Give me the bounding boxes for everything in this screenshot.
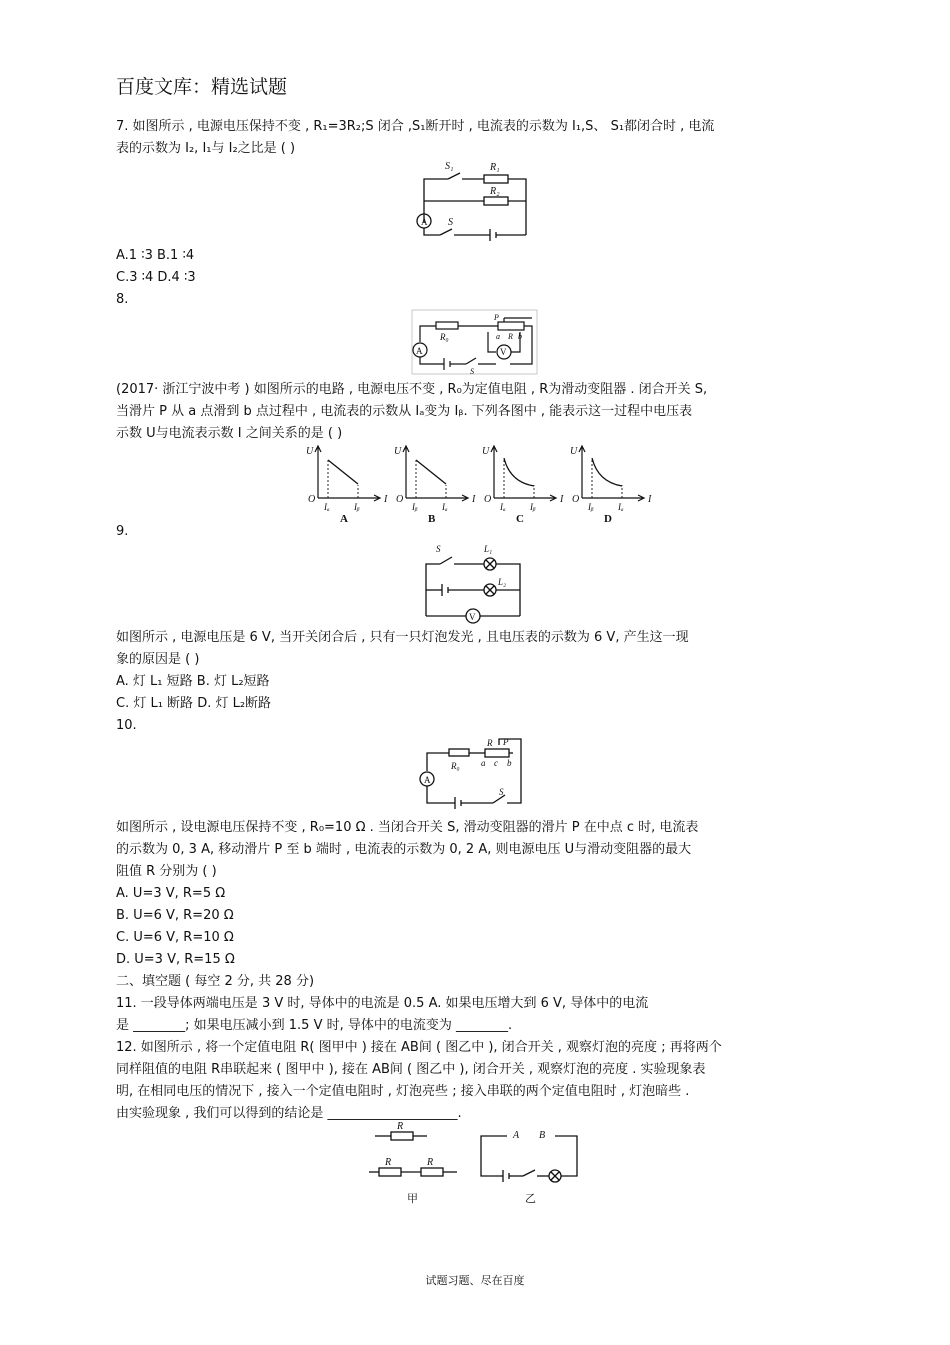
q11-line-2: 是 ________; 如果电压减小到 1.5 V 时, 导体中的电流变为 ________. [116,1018,513,1033]
axis-u-label: U [482,446,490,457]
graph-option-d [570,446,652,525]
resistor-r-label: R [385,1157,392,1168]
tick-label: Iᵦ [588,502,594,512]
origin-label: O [396,494,404,505]
resistor-r-label: R [397,1121,404,1132]
ammeter-label: A [416,346,423,356]
q9-number: 9. [116,524,129,539]
origin-label: O [484,494,492,505]
q9-circuit-figure [418,540,528,626]
q7-line-1: 7. 如图所示 , 电源电压保持不变 , R₁=3R₂;S 闭合 ,S₁断开时 , 电流表的示数为 I₁,S、 S₁都闭合时 , 电流 [116,119,715,134]
graph-option-c [482,446,564,525]
q7-circuit-figure [410,155,535,245]
resistor-r1-label: R₁ [490,162,500,173]
terminal-b-label: B [539,1130,546,1141]
tick-label: Iₐ [324,502,330,512]
switch-s-label: S [436,544,441,554]
x-axis [406,495,468,501]
tick-label: Iᵦ [354,502,360,512]
q12-line-1: 12. 如图所示 , 将一个定值电阻 R( 图甲中 ) 接在 AB间 ( 图乙中 ), 闭合开关 , 观察灯泡的亮度 ; 再将两个 [116,1040,722,1055]
switch-s-label: S [499,787,504,797]
y-axis [579,446,585,498]
q10-line-1: 如图所示 , 设电源电压保持不变 , R₀=10 Ω . 当闭合开关 S, 滑动变阻器的滑片 P 在中点 c 时, 电流表 [116,820,699,835]
point-a-label: a [496,332,500,341]
axis-u-label: U [306,446,314,457]
q8-line-3: 示数 U与电流表示数 I 之间关系的是 ( ) [116,426,343,441]
ammeter-label: A [421,217,428,227]
resistor-r0-label: R₀ [440,332,449,342]
tick-label: Iₐ [618,502,624,512]
origin-label: O [308,494,316,505]
axis-i-label: I [560,494,564,505]
tick-label: Iᵦ [530,502,536,512]
q9-line-2: 象的原因是 ( ) [116,652,200,667]
rheostat-r-label: R [508,332,513,341]
point-c-label: c [494,758,498,768]
point-b-label: b [518,332,522,341]
q10-option-a: A. U=3 V, R=5 Ω [116,886,226,901]
voltmeter-label: V [500,347,507,357]
axis-u-label: U [394,446,402,457]
q8-line-2: 当滑片 P 从 a 点滑到 b 点过程中 , 电流表的示数从 Iₐ变为 Iᵦ. 下列各图中 , 能表示这一过程中电压表 [116,404,693,419]
q9-option-ab: A. 灯 L₁ 短路 B. 灯 L₂短路 [116,674,270,689]
x-axis [318,495,380,501]
q12-figures [365,1120,595,1208]
point-a-label: a [481,758,486,768]
q7-option-cd: C.3 ∶4 D.4 ∶3 [116,270,196,285]
resistor-r2-label: R₂ [490,186,500,197]
q9-option-cd: C. 灯 L₁ 断路 D. 灯 L₂断路 [116,696,272,711]
q9-line-1: 如图所示 , 电源电压是 6 V, 当开关闭合后 , 只有一只灯泡发光 , 且电压表的示数为 6 V, 产生这一现 [116,630,689,645]
q10-line-2: 的示数为 0, 3 A, 移动滑片 P 至 b 端时 , 电流表的示数为 0, 2 A, 则电源电压 U与滑动变阻器的最大 [116,842,692,857]
lamp-l2-label: L₂ [498,577,507,587]
lamp-l1-label: L₁ [484,544,493,554]
page-header: 百度文库：精选试题 [116,76,288,98]
graph-option-b [394,446,476,525]
y-axis [491,446,497,498]
graph-option-a [306,446,388,525]
axis-i-label: I [472,494,476,505]
u-i-curve [416,460,446,484]
x-axis [582,495,644,501]
option-letter: C [516,513,524,525]
resistor-r-label: R [427,1157,434,1168]
point-b-label: b [507,758,512,768]
x-axis [494,495,556,501]
u-i-curve [592,458,622,486]
switch-s-label: S [470,367,474,376]
slider-p-label: P [494,313,499,322]
figure-yi-label: 乙 [525,1193,536,1205]
origin-label: O [572,494,580,505]
axis-i-label: I [648,494,652,505]
u-i-curve [328,460,358,484]
q10-circuit-figure [415,733,530,813]
section-fill-in-heading: 二、填空题 ( 每空 2 分, 共 28 分) [116,974,315,989]
q10-option-c: C. U=6 V, R=10 Ω [116,930,234,945]
q12-line-2: 同样阻值的电阻 R串联起来 ( 图甲中 ), 接在 AB间 ( 图乙中 ), 闭合开关 , 观察灯泡的亮度 . 实验现象表 [116,1062,706,1077]
q10-line-3: 阻值 R 分别为 ( ) [116,864,217,879]
q8-circuit-figure [410,308,540,376]
slider-p-label: P [503,737,509,747]
voltmeter-label: V [469,612,476,622]
terminal-a-label: A [513,1130,520,1141]
figure-jia-label: 甲 [407,1193,418,1205]
q10-number: 10. [116,718,137,733]
tick-label: Iᵦ [412,502,418,512]
resistor-r0-label: R₀ [451,761,460,771]
q7-line-2: 表的示数为 I₂, I₁与 I₂之比是 ( ) [116,141,296,156]
tick-label: Iₐ [500,502,506,512]
option-letter: A [340,513,348,525]
q8-line-1: (2017· 浙江宁波中考 ) 如图所示的电路 , 电源电压不变 , R₀为定值电阻 , R为滑动变阻器 . 闭合开关 S, [116,382,708,397]
u-i-curve [504,458,534,486]
q12-line-4: 由实验现象 , 我们可以得到的结论是 ____________________. [116,1106,462,1121]
axis-u-label: U [570,446,578,457]
q11-line-1: 11. 一段导体两端电压是 3 V 时, 导体中的电流是 0.5 A. 如果电压增大到 6 V, 导体中的电流 [116,996,649,1011]
y-axis [403,446,409,498]
q8-graph-options [300,440,650,525]
rheostat-r-label: R [487,738,493,748]
page-footer: 试题习题、尽在百度 [425,1274,525,1287]
q8-number: 8. [116,292,129,307]
switch-s-label: S [448,217,453,228]
option-letter: D [604,513,612,525]
axis-i-label: I [384,494,388,505]
y-axis [315,446,321,498]
ammeter-label: A [424,775,431,785]
q12-line-3: 明, 在相同电压的情况下 , 接入一个定值电阻时 , 灯泡亮些 ; 接入串联的两个定值电阻时 , 灯泡暗些 . [116,1084,690,1099]
q10-option-d: D. U=3 V, R=15 Ω [116,952,235,967]
q7-option-ab: A.1 ∶3 B.1 ∶4 [116,248,195,263]
switch-s1-label: S₁ [445,161,454,172]
option-letter: B [428,513,436,525]
q10-option-b: B. U=6 V, R=20 Ω [116,908,234,923]
tick-label: Iₐ [442,502,448,512]
